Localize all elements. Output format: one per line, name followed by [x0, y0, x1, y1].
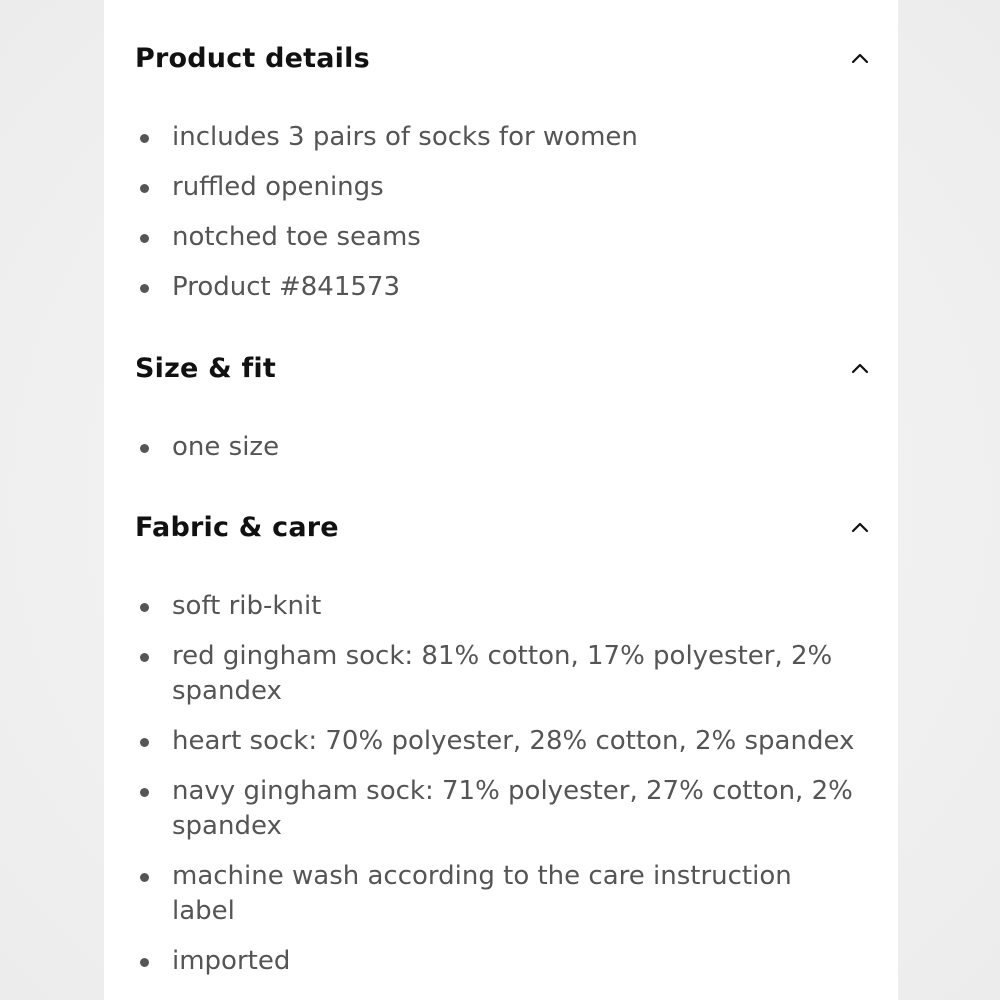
list-item: red gingham sock: 81% cotton, 17% polyester, 2% spandex	[140, 639, 860, 709]
fabric-care-header[interactable]	[135, 507, 875, 547]
list-item: soft rib-knit	[140, 589, 860, 624]
list-item: imported	[140, 944, 860, 979]
list-item: includes 3 pairs of socks for women	[140, 120, 860, 155]
product-info-card	[104, 0, 898, 1000]
size-fit-title: Size & fit	[135, 352, 276, 384]
list-item: one size	[140, 430, 860, 465]
list-item: Product #841573	[140, 270, 860, 305]
list-item: machine wash according to the care instruction label	[140, 859, 860, 929]
list-item: heart sock: 70% polyester, 28% cotton, 2% spandex	[140, 724, 860, 759]
fabric-care-list	[140, 589, 860, 994]
product-details-title: Product details	[135, 42, 370, 74]
list-item: ruffled openings	[140, 170, 860, 205]
list-item: notched toe seams	[140, 220, 860, 255]
size-fit-header[interactable]	[135, 348, 875, 388]
chevron-up-icon[interactable]	[845, 43, 875, 73]
chevron-up-icon[interactable]	[845, 512, 875, 542]
list-item: navy gingham sock: 71% polyester, 27% cotton, 2% spandex	[140, 774, 860, 844]
fabric-care-title: Fabric & care	[135, 511, 339, 543]
product-details-list	[140, 120, 860, 320]
chevron-up-icon[interactable]	[845, 353, 875, 383]
product-details-header[interactable]	[135, 38, 875, 78]
size-fit-list	[140, 430, 860, 480]
